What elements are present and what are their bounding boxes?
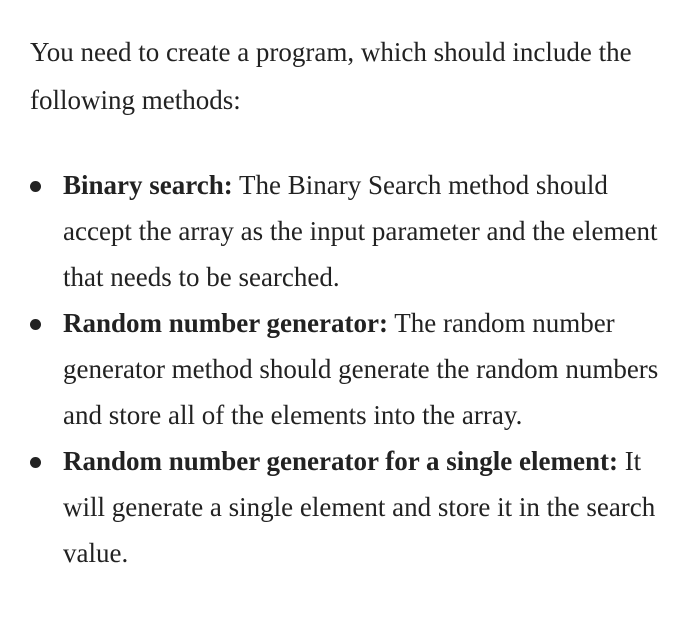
bullet-icon [30, 457, 41, 468]
method-term: Binary search: [63, 170, 233, 200]
method-description: The Binary Search method should accept the array as the input parameter and the element that needs to be searched. [63, 170, 658, 292]
list-item-random-single-element [30, 438, 674, 576]
method-description: The random number generator method should generate the random numbers and store all of the elements into the array. [63, 308, 659, 430]
method-description: It will generate a single element and store it in the search value. [63, 446, 656, 568]
method-term: Random number generator for a single element: [63, 446, 618, 476]
bullet-icon [30, 181, 41, 192]
intro-paragraph: You need to create a program, which should include the following methods: [30, 37, 632, 115]
list-item-random-number-generator [30, 300, 674, 438]
methods-list [30, 162, 674, 576]
bullet-icon [30, 319, 41, 330]
list-item-binary-search [30, 162, 674, 300]
method-term: Random number generator: [63, 308, 388, 338]
